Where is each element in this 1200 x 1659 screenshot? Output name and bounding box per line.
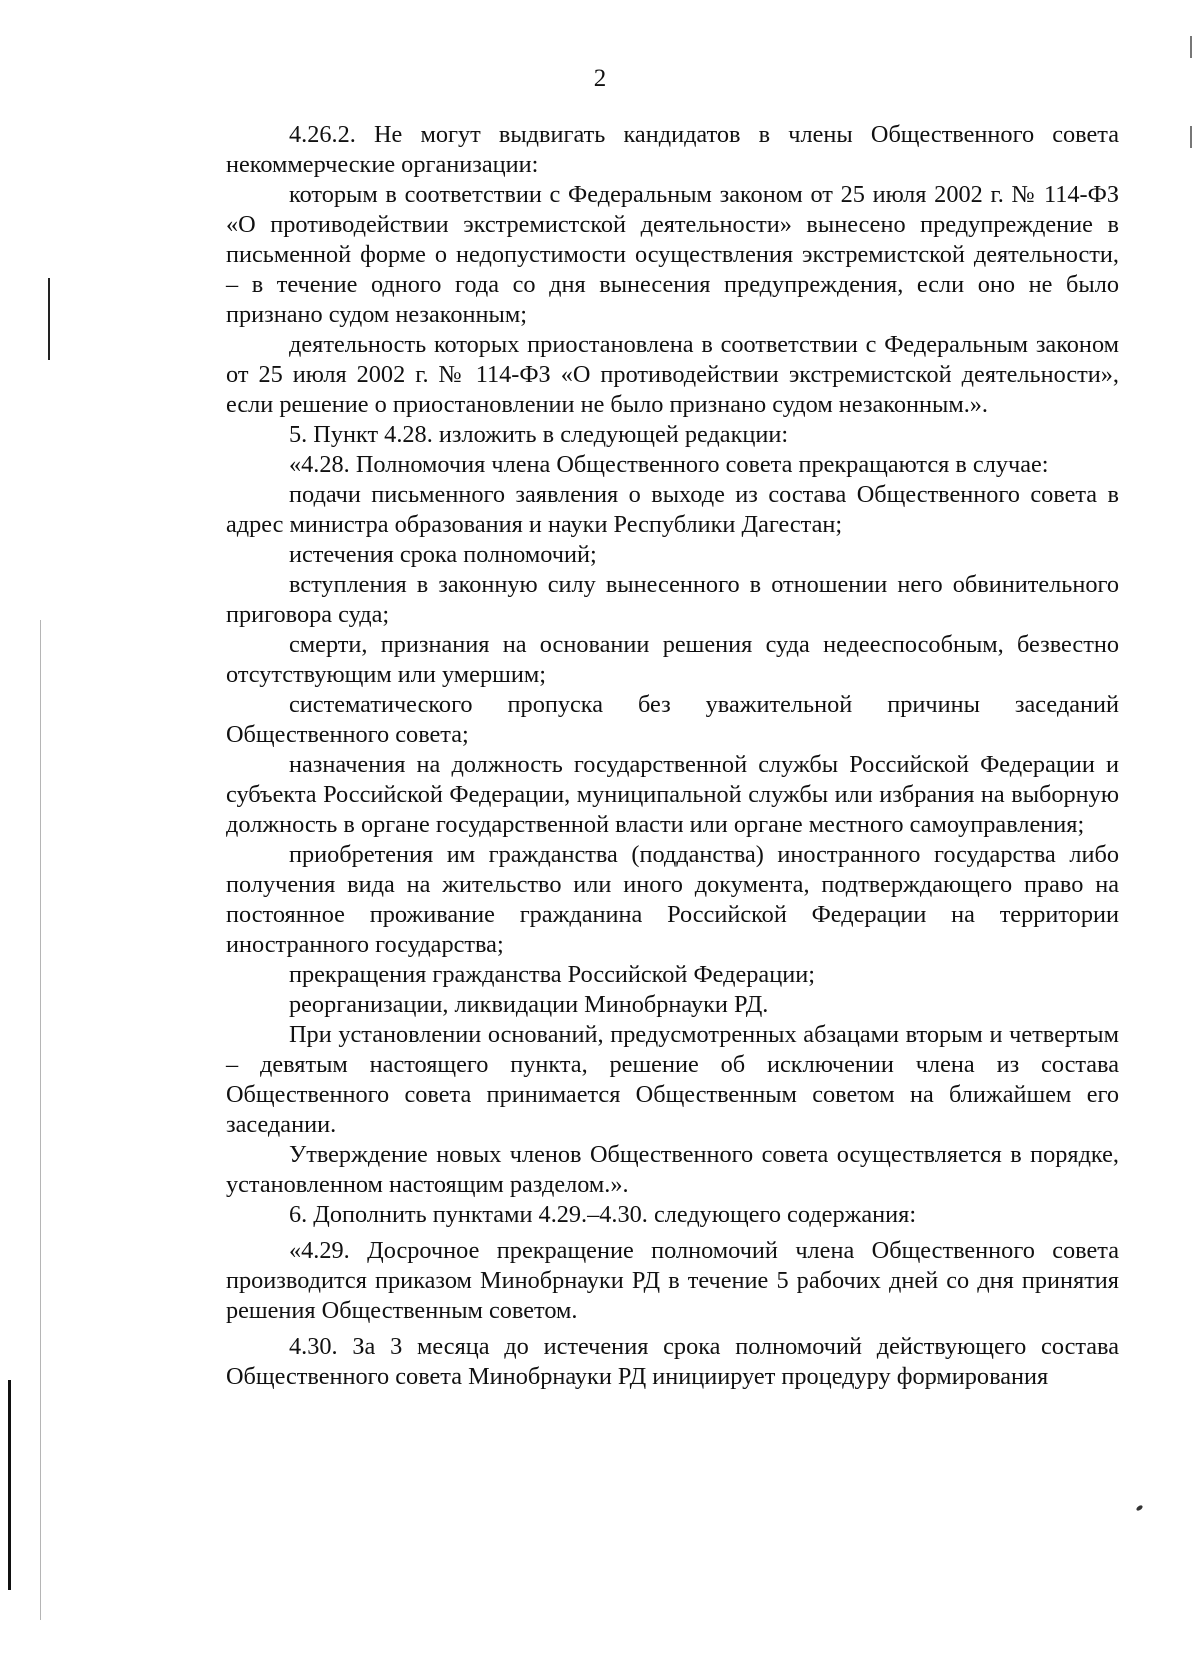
- scan-artifact-line: [40, 620, 41, 1620]
- scan-artifact-line: [1190, 36, 1192, 58]
- paragraph: 5. Пункт 4.28. изложить в следующей редакции:: [289, 421, 789, 448]
- paragraph: 4.30. За 3 месяца до истечения срока полномочий действующего состава Общественного совета Минобрнауки РД инициирует процедуру формирования: [226, 1333, 1119, 1390]
- paragraph: Утверждение новых членов Общественного совета осуществляется в порядке, установленном настоящим разделом.».: [226, 1141, 1119, 1198]
- paragraph: 6. Дополнить пунктами 4.29.–4.30. следующего содержания:: [289, 1201, 917, 1228]
- paragraph: подачи письменного заявления о выходе из состава Общественного совета в адрес министра образования и науки Республики Дагестан;: [226, 481, 1119, 538]
- paragraph: назначения на должность государственной службы Российской Федерации и субъекта Российской Федерации, муниципальной службы или избрания на выборную должность в органе государственной власти или органе местного самоуправления;: [226, 751, 1119, 838]
- scan-artifact-line: [48, 278, 50, 360]
- document-body: [226, 120, 1119, 1392]
- paragraph: деятельность которых приостановлена в соответствии с Федеральным законом от 25 июля 2002 г. № 114-ФЗ «О противодействии экстремистской деятельности», если решение о приостановлении не было признано судом незаконным.».: [226, 331, 1119, 418]
- paragraph: вступления в законную силу вынесенного в отношении него обвинительного приговора суда;: [226, 571, 1119, 628]
- scan-artifact-line: [8, 1380, 11, 1590]
- paragraph: смерти, признания на основании решения суда недееспособным, безвестно отсутствующим или умершим;: [226, 631, 1119, 688]
- scan-artifact-dot: [1135, 1504, 1143, 1511]
- paragraph: «4.29. Досрочное прекращение полномочий члена Общественного совета производится приказом Минобрнауки РД в течение 5 рабочих дней со дня принятия решения Общественным советом.: [226, 1237, 1119, 1324]
- paragraph: истечения срока полномочий;: [289, 541, 597, 568]
- scan-artifact-line: [1190, 126, 1192, 148]
- paragraph: систематического пропуска без уважительной причины заседаний Общественного совета;: [226, 691, 1119, 748]
- paragraph: прекращения гражданства Российской Федерации;: [289, 961, 815, 988]
- paragraph: которым в соответствии с Федеральным законом от 25 июля 2002 г. № 114-ФЗ «О противодействии экстремистской деятельности» вынесено предупреждение в письменной форме о недопустимости осуществления экстремистской деятельности, – в течение одного года со дня вынесения предупреждения, если оно не было признано судом незаконным;: [226, 181, 1119, 328]
- paragraph: 4.26.2. Не могут выдвигать кандидатов в члены Общественного совета некоммерческие организации:: [226, 121, 1119, 178]
- paragraph: При установлении оснований, предусмотренных абзацами вторым и четвертым – девятым настоящего пункта, решение об исключении члена из состава Общественного совета принимается Общественным советом на ближайшем его заседании.: [226, 1021, 1119, 1138]
- paragraph: «4.28. Полномочия члена Общественного совета прекращаются в случае:: [289, 451, 1049, 478]
- paragraph: реорганизации, ликвидации Минобрнауки РД.: [289, 991, 769, 1018]
- paragraph: приобретения им гражданства (подданства) иностранного государства либо получения вида на жительство или иного документа, подтверждающего право на постоянное проживание гражданина Российской Федерации на территории иностранного государства;: [226, 841, 1119, 958]
- page-number: 2: [593, 65, 607, 92]
